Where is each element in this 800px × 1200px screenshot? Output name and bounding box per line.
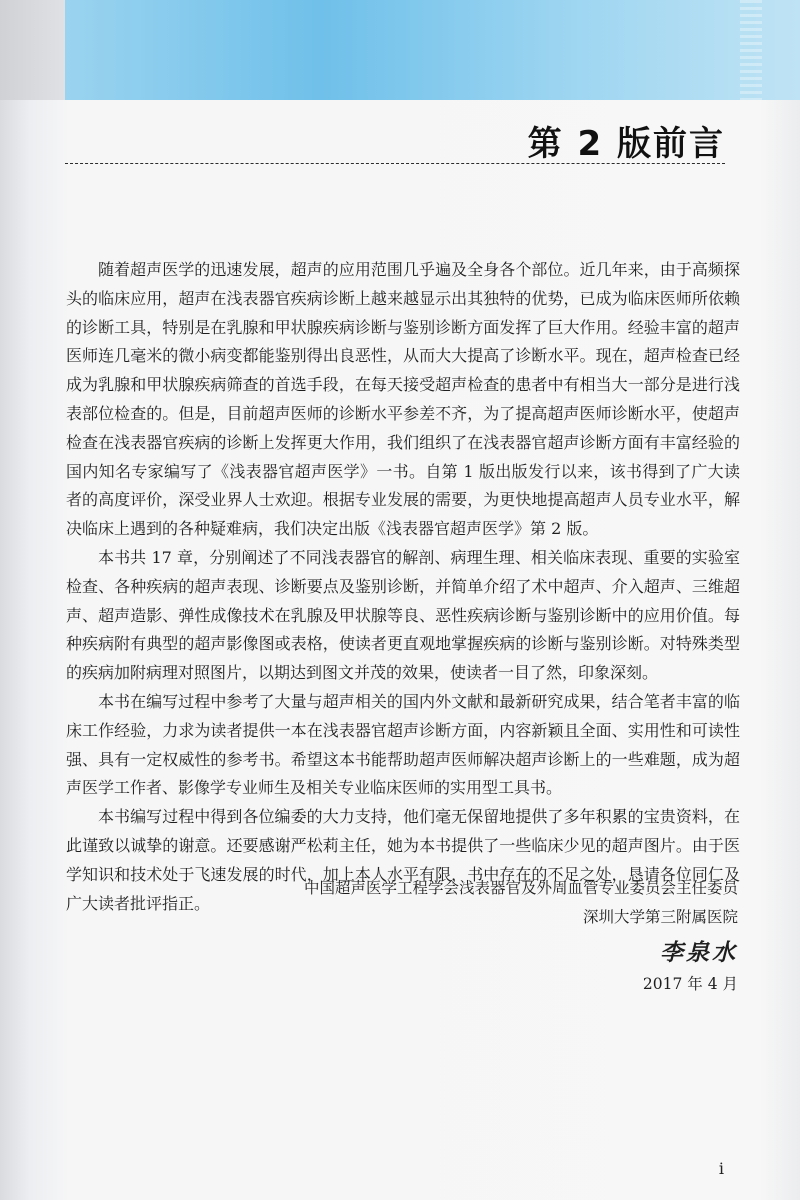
paragraph-2: 本书共 17 章，分别阐述了不同浅表器官的解剖、病理生理、相关临床表现、重要的实验室检查、各种疾病的超声表现、诊断要点及鉴别诊断，并简单介绍了术中超声、介入超声、三维超声、超声造影、弹性成像技术在乳腺及甲状腺等良、恶性疾病诊断与鉴别诊断中的应用价值。每种疾病附有典型的超声影像图或表格，使读者更直观地掌握疾病的诊断与鉴别诊断。对特殊类型的疾病加附病理对照图片，以期达到图文并茂的效果，使读者一目了然，印象深刻。	[66, 547, 740, 683]
page-title: 第 2 版前言	[527, 124, 725, 164]
page-edge-shadow	[760, 100, 800, 1200]
paragraph-3: 本书在编写过程中参考了大量与超声相关的国内外文献和最新研究成果，结合笔者丰富的临床工作经验，力求为读者提供一本在浅表器官超声诊断方面，内容新颖且全面、实用性和可读性强、具有一定权威性的参考书。希望这本书能帮助超声医师解决超声诊断上的一些难题，成为超声医学工作者、影像学专业师生及相关专业临床医师的实用型工具书。	[66, 691, 740, 798]
preface-date: 2017 年 4 月	[642, 975, 738, 993]
signature-block	[238, 874, 738, 997]
author-hospital: 深圳大学第三附属医院	[582, 908, 738, 926]
header-band-pattern	[740, 0, 762, 100]
author-signature: 李泉水	[660, 939, 738, 966]
title-divider	[65, 163, 725, 164]
preface-body	[66, 256, 740, 918]
paragraph-4: 本书编写过程中得到各位编委的大力支持，他们毫无保留地提供了多年积累的宝贵资料，在此谨致以诚挚的谢意。还要感谢严松莉主任，她为本书提供了一些临床少见的超声图片。由于医学知识和技术处于飞速发展的时代，加上本人水平有限，书中存在的不足之处，恳请各位同仁及广大读者批评指正。	[66, 807, 740, 913]
header-band	[65, 0, 800, 100]
header-band-shade	[0, 0, 65, 100]
paragraph-1: 随着超声医学的迅速发展，超声的应用范围几乎遍及全身各个部位。近几年来，由于高频探头的临床应用，超声在浅表器官疾病诊断上越来越显示出其独特的优势，已成为临床医师所依赖的诊断工具，特别是在乳腺和甲状腺疾病诊断与鉴别诊断方面发挥了巨大作用。经验丰富的超声医师连几毫米的微小病变都能鉴别得出良恶性，从而大大提高了诊断水平。现在，超声检查已经成为乳腺和甲状腺疾病筛查的首选手段，在每天接受超声检查的患者中有相当大一部分是进行浅表部位检查的。但是，目前超声医师的诊断水平参差不齐，为了提高超声医师诊断水平，使超声检查在浅表器官疾病的诊断上发挥更大作用，我们组织了在浅表器官超声诊断方面有丰富经验的国内知名专家编写了《浅表器官超声医学》一书。自第 1 版出版发行以来，该书得到了广大读者的高度评价，深受业界人士欢迎。根据专业发展的需要，为更快地提高超声人员专业水平，解决临床上遇到的各种疑难病，我们决定出版《浅表器官超声医学》第 2 版。	[66, 260, 740, 539]
page-number: i	[718, 1159, 724, 1178]
author-organization: 中国超声医学工程学会浅表器官及外周血管专业委员会主任委员	[303, 879, 738, 897]
